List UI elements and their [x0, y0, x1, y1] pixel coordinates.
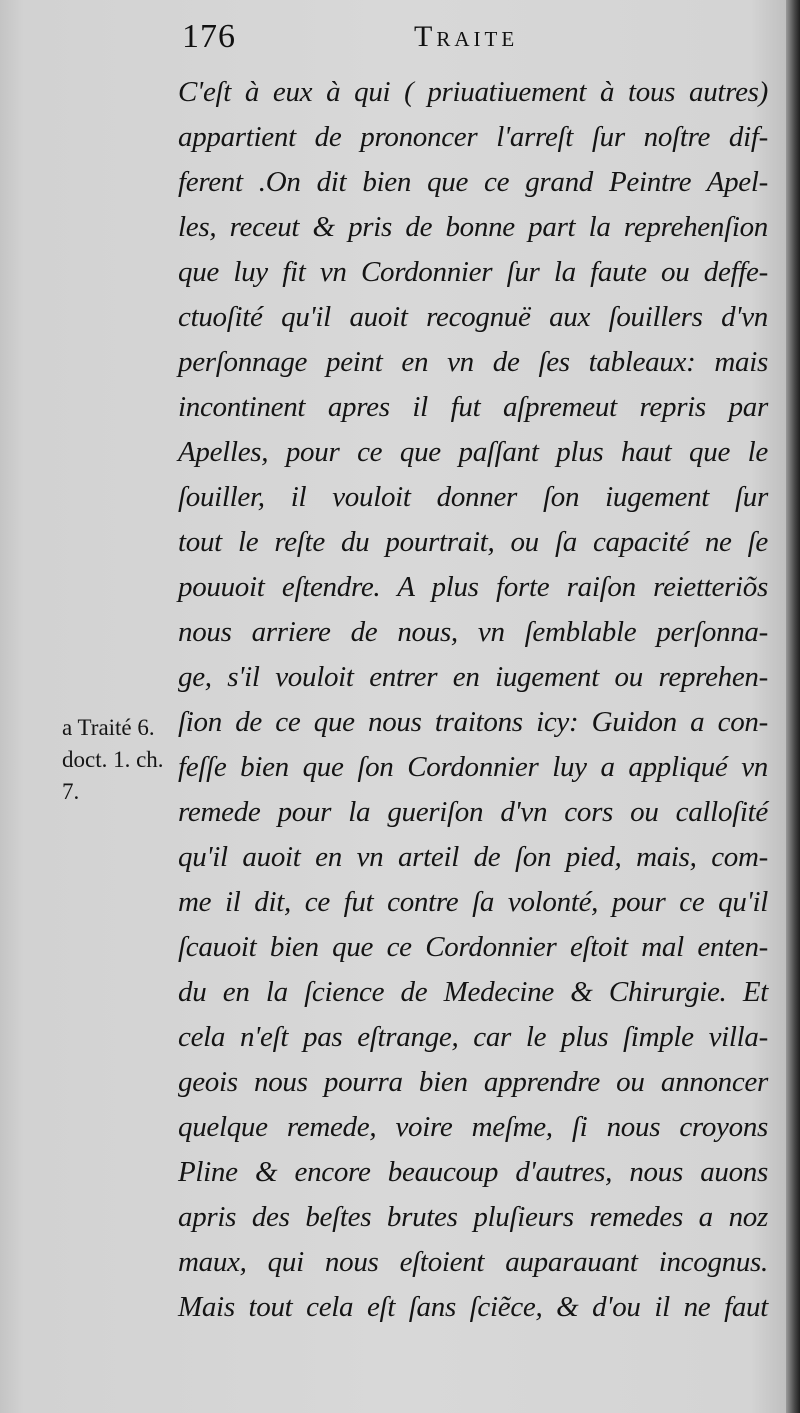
text-line: perſonnage peint en vn de ſes tableaux: mais	[178, 346, 768, 378]
text-line: Apelles, pour ce que paſſant plus haut que le	[178, 436, 768, 468]
text-line: Pline & encore beaucoup d'autres, nous auons	[178, 1156, 768, 1188]
text-line: geois nous pourra bien apprendre ou annoncer	[178, 1066, 768, 1098]
text-line: ſouiller, il vouloit donner ſon iugement ſur	[178, 481, 768, 513]
margin-note	[62, 712, 192, 808]
running-title: Traite	[414, 20, 519, 53]
text-line: du en la ſcience de Medecine & Chirurgie. Et	[178, 976, 768, 1008]
text-line: me il dit, ce fut contre ſa volonté, pour ce qu'il	[178, 886, 768, 918]
text-line: qu'il auoit en vn arteil de ſon pied, mais, com-	[178, 841, 768, 873]
page-number: 176	[182, 18, 236, 55]
text-line: que luy fit vn Cordonnier ſur la faute ou deffe-	[178, 256, 768, 288]
text-line: appartient de prononcer l'arreſt ſur noſtre dif-	[178, 121, 768, 153]
text-line: maux, qui nous eſtoient auparauant incognus.	[178, 1246, 768, 1278]
text-line: pouuoit eſtendre. A plus forte raiſon reietteriõs	[178, 571, 768, 603]
text-line: feſſe bien que ſon Cordonnier luy a appliqué vn	[178, 751, 768, 783]
margin-note-line: 7.	[62, 779, 80, 804]
text-line: ſion de ce que nous traitons icy: Guidon a con-	[178, 706, 768, 738]
text-line: apris des beſtes brutes pluſieurs remedes a noz	[178, 1201, 768, 1233]
margin-note-line: a Traité 6.	[62, 715, 155, 740]
text-line: ſcauoit bien que ce Cordonnier eſtoit mal enten-	[178, 931, 768, 963]
text-line: les, receut & pris de bonne part la reprehenſion	[178, 211, 768, 243]
text-line: ferent .On dit bien que ce grand Peintre Apel-	[178, 166, 768, 198]
text-line: Mais tout cela eſt ſans ſciẽce, & d'ou il ne faut	[178, 1291, 768, 1323]
text-line: tout le reſte du pourtrait, ou ſa capacité ne ſe	[178, 526, 768, 558]
text-line: quelque remede, voire meſme, ſi nous croyons	[178, 1111, 768, 1143]
text-line: remede pour la gueriſon d'vn cors ou calloſité	[178, 796, 768, 828]
page-edge-shadow	[786, 0, 800, 1413]
text-line: cela n'eſt pas eſtrange, car le plus ſimple villa-	[178, 1021, 768, 1053]
margin-note-line: doct. 1. ch.	[62, 747, 164, 772]
body-text	[178, 70, 768, 1330]
text-line: incontinent apres il fut aſpremeut repris par	[178, 391, 768, 423]
text-line: nous arriere de nous, vn ſemblable perſonna-	[178, 616, 768, 648]
text-line: ge, s'il vouloit entrer en iugement ou reprehen-	[178, 661, 768, 693]
text-line: C'eſt à eux à qui ( priuatiuement à tous autres)	[178, 76, 768, 108]
page-header	[176, 18, 776, 62]
text-line: ctuoſité qu'il auoit recognuë aux ſouillers d'vn	[178, 301, 768, 333]
